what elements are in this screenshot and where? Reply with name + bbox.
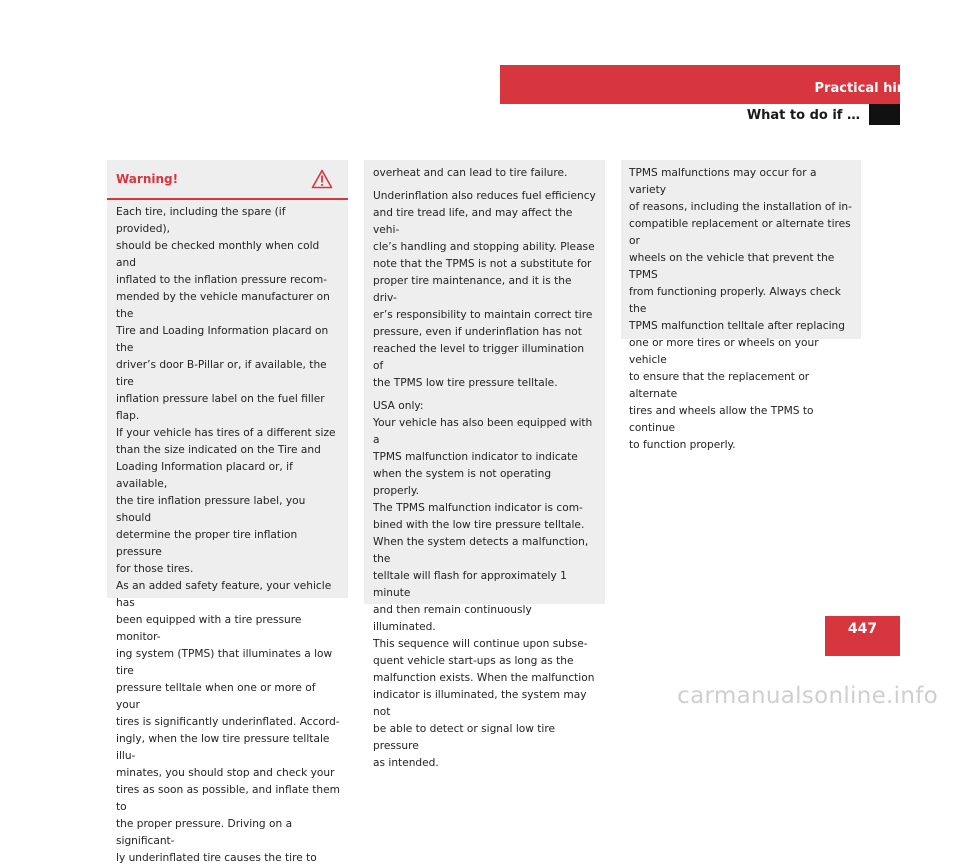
section-title: Practical hints: [814, 81, 920, 96]
column2-paragraph-2: Underinflation also reduces fuel efficiency and tire tread life, and may affect the vehi- cle’s handling and stopping ability. Please note that the TPMS is not a substitute for proper tire maintenance, and it is the driv- er’s responsibility to maintain correct tire pressure, even if underinflation has not reached the level to trigger illumination of the TPMS low tire pressure telltale.: [373, 190, 596, 389]
subsection-title: What to do if …: [746, 108, 860, 123]
column3-paragraph-1: TPMS malfunctions may occur for a variety of reasons, including the installation of in- compatible replacement or alternate tires or wheels on the vehicle that prevent the TPMS from functioning properly. Always check the TPMS malfunction telltale after replacing one or more tires or wheels on your vehicle to ensure that the replacement or alternate tires and wheels allow the TPMS to continue to function properly.: [629, 167, 852, 451]
column2-paragraph-1: overheat and can lead to tire failure.: [373, 167, 568, 179]
warning-label: Warning!: [116, 172, 179, 186]
continued-box: [364, 160, 605, 769]
warning-triangle-icon: [311, 169, 333, 189]
warning-box: [107, 160, 348, 864]
warning-header: [107, 160, 348, 200]
column2-paragraph-3: USA only: Your vehicle has also been equipped with a TPMS malfunction indicator to indicate when the system is not operating properly. The TPMS malfunction indicator is com- bined with the low tire pressure telltale. When the system detects a malfunction, the telltale will flash for approximately 1 minute and then remain continuously illuminated. This sequence will continue upon subse- quent vehicle start-ups as long as the malfunction exists. When the malfunction indicator is illuminated, the system may not be able to detect or signal low tire pressure as intended.: [373, 400, 595, 769]
watermark: carmanualsonline.info: [677, 683, 938, 709]
page-number: 447: [825, 616, 900, 656]
tpms-box: [621, 160, 861, 451]
header-marker: [869, 104, 900, 125]
warning-text: Each tire, including the spare (if provided), should be checked monthly when cold and inflated to the inflation pressure recom- mended by the vehicle manufacturer on the Tire and Loading Information placard on the driver’s door B-Pillar or, if available, the tire inflation pressure label on the fuel filler flap. If your vehicle has tires of a different size than the size indicated on the Tire and Loading Information placard or, if available, the tire inflation pressure label, you should determine the proper tire inflation pressure for those tires. As an added safety feature, your vehicle has been equipped with a tire pressure monitor- ing system (TPMS) that illuminates a low tire pressure telltale when one or more of your tires is significantly underinflated. Accord- ingly, when the low tire pressure telltale illu- minates, you should stop and check your tires as soon as possible, and inflate them to the proper pressure. Driving on a significant- ly underinflated tire causes the tire to: [116, 206, 340, 864]
